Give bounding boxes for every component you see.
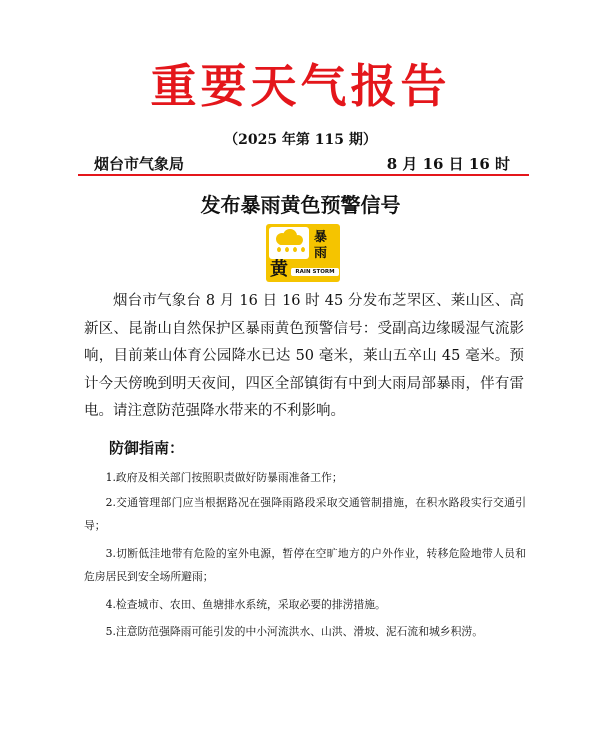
issue-number: （2025 年第 115 期） xyxy=(224,132,377,148)
guide-item: 2.交通管理部门应当根据路况在强降雨路段采取交通管制措施，在积水路段实行交通引导； xyxy=(84,496,526,532)
signal-char-yu: 雨 xyxy=(314,246,328,261)
signal-char-bao: 暴 xyxy=(314,230,328,245)
guide-item: 3.切断低洼地带有危险的室外电源，暂停在空旷地方的户外作业，转移危险地带人员和危房居民到安全场所避雨； xyxy=(84,547,526,583)
report-title: 重要天气报告 xyxy=(150,59,451,113)
guide-item: 1.政府及相关部门按照职责做好防暴雨准备工作； xyxy=(105,471,343,484)
signal-english-label: RAIN STORM xyxy=(291,268,339,276)
publisher: 烟台市气象局 xyxy=(94,155,185,173)
guide-title: 防御指南： xyxy=(109,439,185,457)
guide-item: 4.检查城市、农田、鱼塘排水系统，采取必要的排涝措施。 xyxy=(105,598,386,611)
signal-char-huang: 黄 xyxy=(270,259,288,280)
header-divider xyxy=(78,174,529,176)
guide-item: 5.注意防范强降雨可能引发的中小河流洪水、山洪、滑坡、泥石流和城乡积涝。 xyxy=(105,625,483,638)
rain-cloud-icon xyxy=(269,227,309,259)
warning-headline: 发布暴雨黄色预警信号 xyxy=(200,193,401,217)
rainstorm-yellow-signal xyxy=(266,224,340,282)
warning-paragraph: 烟台市气象台 8 月 16 日 16 时 45 分发布芝罘区、莱山区、高新区、昆嵛山自然保护区暴雨黄色预警信号：受副高边缘暖湿气流影响，目前莱山体育公园降水已达 50 毫米，莱山五卒山 45 毫米。预计今天傍晚到明天夜间，四区全部镇街有中到大雨局部暴雨，伴有雷电。请注意防范强降水带来的不利影响。 xyxy=(84,293,524,420)
issue-datetime: 8 月 16 日 16 时 xyxy=(386,155,510,173)
